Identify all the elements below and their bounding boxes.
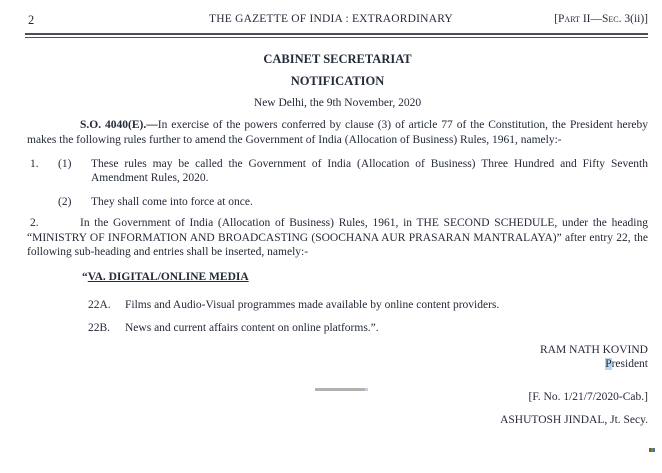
entry-22a-text: Films and Audio-Visual programmes made available by online content providers. — [125, 298, 500, 311]
rule-2-number: 2. — [30, 217, 39, 230]
para-so-4040 — [27, 118, 648, 147]
rule-1-sub-1-number: (1) — [58, 158, 72, 171]
file-number: [F. No. 1/21/7/2020-Cab.] — [528, 390, 648, 403]
header-part-smallcaps: Part II—Sec. — [558, 13, 622, 25]
rule-1-sub-1-text: These rules may be called the Government of India (Allocation of Business) Three Hundred and Fifty Seventh Amendment Rules, 2020. — [91, 158, 648, 185]
signatory-title-rest: resident — [611, 358, 648, 371]
signatory-title-highlighted-letter: P — [605, 358, 612, 371]
dateline: New Delhi, the 9th November, 2020 — [253, 96, 422, 109]
header-part-rest: 3(ii)] — [621, 13, 648, 25]
entry-22a — [88, 298, 648, 312]
header-double-rule — [25, 33, 648, 38]
rule-2-text: In the Government of India (Allocation of Business) Rules, 1961, in THE SECOND SCHEDULE, under the heading “MINISTRY OF INFORMATION AND BROADCASTING (SOOCHANA AUR PRASARAN MANTRALAYA)” after entry 22, the following sub-heading and entries shall be inserted, namely:- — [27, 217, 648, 259]
rule-1-sub-2-number: (2) — [58, 195, 72, 208]
entry-22b-text: News and current affairs content on online platforms.”. — [125, 322, 379, 335]
entry-22b — [88, 321, 648, 335]
so-number: S.O. 4040(E).— — [80, 119, 158, 132]
entry-22a-number: 22A. — [88, 298, 111, 311]
signatory-title — [27, 357, 648, 371]
tiny-mark-artifact — [649, 448, 655, 452]
org-title: CABINET SECRETARIAT — [263, 52, 412, 66]
signatory-name: RAM NATH KOVIND — [540, 343, 648, 356]
rule-1-sub-2-spacer — [27, 195, 58, 209]
rule-1-sub-1 — [27, 157, 648, 186]
header-part-section — [554, 13, 648, 25]
notification-body — [0, 52, 662, 427]
rule-1-number: 1. — [30, 158, 39, 171]
signature-block — [27, 343, 648, 372]
page-header — [0, 13, 662, 31]
rule-1-sub-2 — [27, 195, 648, 209]
header-part-open: [ — [554, 13, 559, 25]
entry-22b-number: 22B. — [88, 322, 111, 335]
rule-2-paragraph — [27, 216, 648, 259]
gray-bar-artifact — [315, 388, 368, 391]
rule-1-sub-2-text: They shall come into force at once. — [91, 195, 253, 208]
secretary-signature: ASHUTOSH JINDAL, Jt. Secy. — [500, 413, 648, 426]
subheading-digital-online-media — [82, 270, 648, 284]
subheading-open-quote: “ — [82, 271, 88, 284]
para-so-text: In exercise of the powers conferred by clause (3) of article 77 of the Constitution, the President hereby makes the following rules further to amend the Government of India (Allocation of Business) Rules, 1961, namely:- — [27, 119, 648, 146]
doc-type-title: NOTIFICATION — [290, 74, 385, 89]
subheading-text: VA. DIGITAL/ONLINE MEDIA — [87, 271, 249, 284]
header-title: THE GAZETTE OF INDIA : EXTRAORDINARY — [209, 13, 453, 25]
page-number: 2 — [28, 13, 35, 27]
